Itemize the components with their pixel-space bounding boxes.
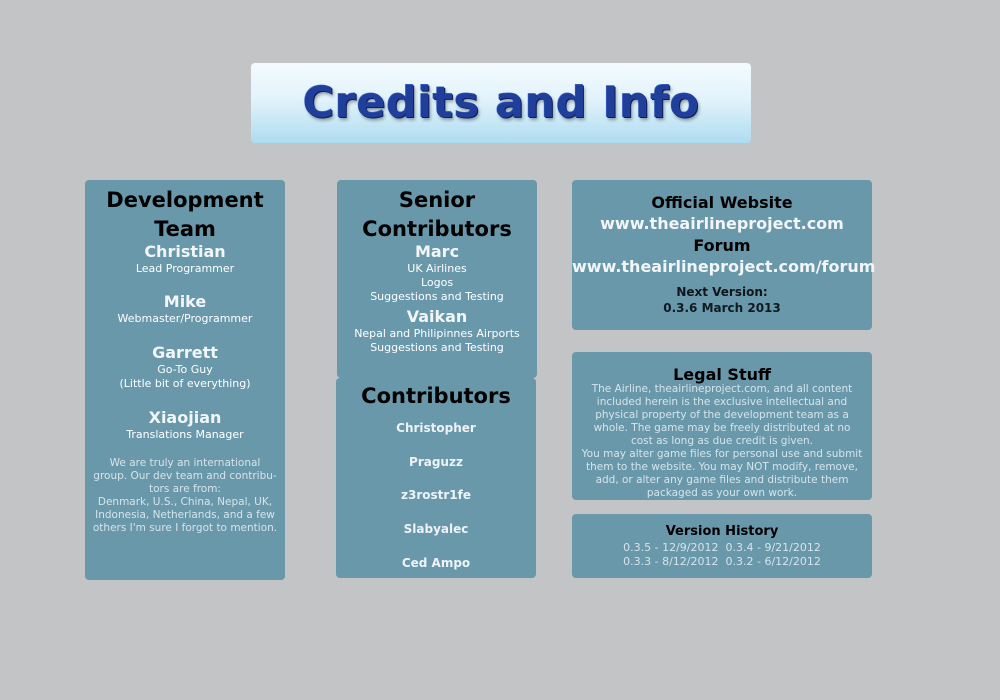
official-website-panel (572, 180, 876, 330)
contributor-name: Slabyalec (403, 522, 469, 536)
member-role: Webmaster/Programmer (117, 312, 253, 325)
senior-member-vaikan (337, 307, 537, 355)
legal-heading: Legal Stuff (673, 365, 771, 384)
senior-contributors-panel (337, 180, 537, 378)
next-version-value: 0.3.6 March 2013 (663, 301, 781, 315)
version-entry: 0.3.4 - 9/21/2012 (725, 541, 821, 554)
contributor-name: Christopher (396, 421, 476, 435)
member-role: Logos (420, 276, 454, 289)
official-website-heading: Official Website (651, 193, 793, 212)
dev-member-mike (85, 292, 285, 326)
legal-line: The Airline, theairlineproject.com, and all content (591, 383, 853, 395)
legal-line: included herein is the exclusive intellectual and (596, 396, 848, 408)
member-name: Garrett (152, 343, 218, 362)
member-role: UK Airlines (407, 262, 467, 275)
member-role: Go-To Guy (157, 363, 213, 376)
member-role: Translations Manager (126, 428, 244, 441)
legal-line: whole. The game may be freely distributed at no (593, 422, 851, 434)
version-history-panel (572, 514, 872, 578)
member-name: Mike (163, 292, 207, 311)
version-entry: 0.3.2 - 6/12/2012 (725, 555, 821, 568)
member-role: Nepal and Philipinnes Airports (354, 327, 520, 340)
legal-line: cost as long as due credit is given. (630, 435, 814, 447)
senior-contributors-heading-line1: Senior (398, 188, 476, 212)
version-history-heading: Version History (665, 524, 779, 539)
forum-label: Forum (693, 236, 751, 255)
legal-text (572, 383, 872, 500)
dev-member-garrett (85, 343, 285, 391)
note-line: tors are from: (149, 483, 221, 495)
member-role: Lead Programmer (135, 262, 235, 275)
note-line: We are truly an international (109, 457, 261, 469)
legal-line: add, or alter any game files and distribute them (595, 474, 849, 486)
legal-line: You may alter game files for personal use and submit (581, 448, 863, 460)
contributors-heading: Contributors (361, 384, 511, 408)
member-role: Suggestions and Testing (370, 290, 504, 303)
note-line: others I'm sure I forgot to mention. (92, 522, 278, 534)
dev-member-christian (85, 242, 285, 276)
next-version-label: Next Version: (676, 285, 768, 299)
legal-line: physical property of the development team as a (595, 409, 849, 421)
note-line: group. Our dev team and contribu- (93, 470, 277, 482)
member-name: Marc (414, 242, 460, 261)
version-history-list (572, 541, 872, 569)
member-name: Vaikan (406, 307, 468, 326)
international-note (85, 457, 285, 535)
contributor-name: Praguzz (409, 455, 463, 469)
legal-panel (572, 352, 872, 500)
contributors-panel (336, 378, 536, 578)
website-link[interactable]: www.theairlineproject.com (600, 214, 844, 233)
senior-member-marc (337, 242, 537, 304)
forum-link[interactable]: www.theairlineproject.com/forum (572, 257, 876, 276)
contributor-name: Ced Ampo (401, 556, 471, 570)
title-banner (251, 63, 751, 143)
note-line: Indonesia, Netherlands, and a few (95, 509, 275, 521)
contributor-name: z3rostr1fe (400, 488, 471, 502)
development-team-heading-line2: Team (154, 217, 216, 241)
legal-line: packaged as your own work. (646, 487, 798, 499)
dev-member-xiaojian (85, 408, 285, 442)
member-role: (Little bit of everything) (119, 377, 251, 390)
note-line: Denmark, U.S., China, Nepal, UK, (97, 496, 273, 508)
member-role: Suggestions and Testing (370, 341, 504, 354)
development-team-heading-line1: Development (106, 188, 264, 212)
page-title: Credits and Info (302, 78, 700, 128)
member-name: Christian (144, 242, 226, 261)
member-name: Xiaojian (148, 408, 222, 427)
version-entry: 0.3.5 - 12/9/2012 (623, 541, 719, 554)
legal-line: them to the website. You may NOT modify, remove, (586, 461, 858, 473)
senior-contributors-heading-line2: Contributors (362, 217, 512, 241)
version-entry: 0.3.3 - 8/12/2012 (623, 555, 719, 568)
development-team-panel (85, 180, 285, 580)
